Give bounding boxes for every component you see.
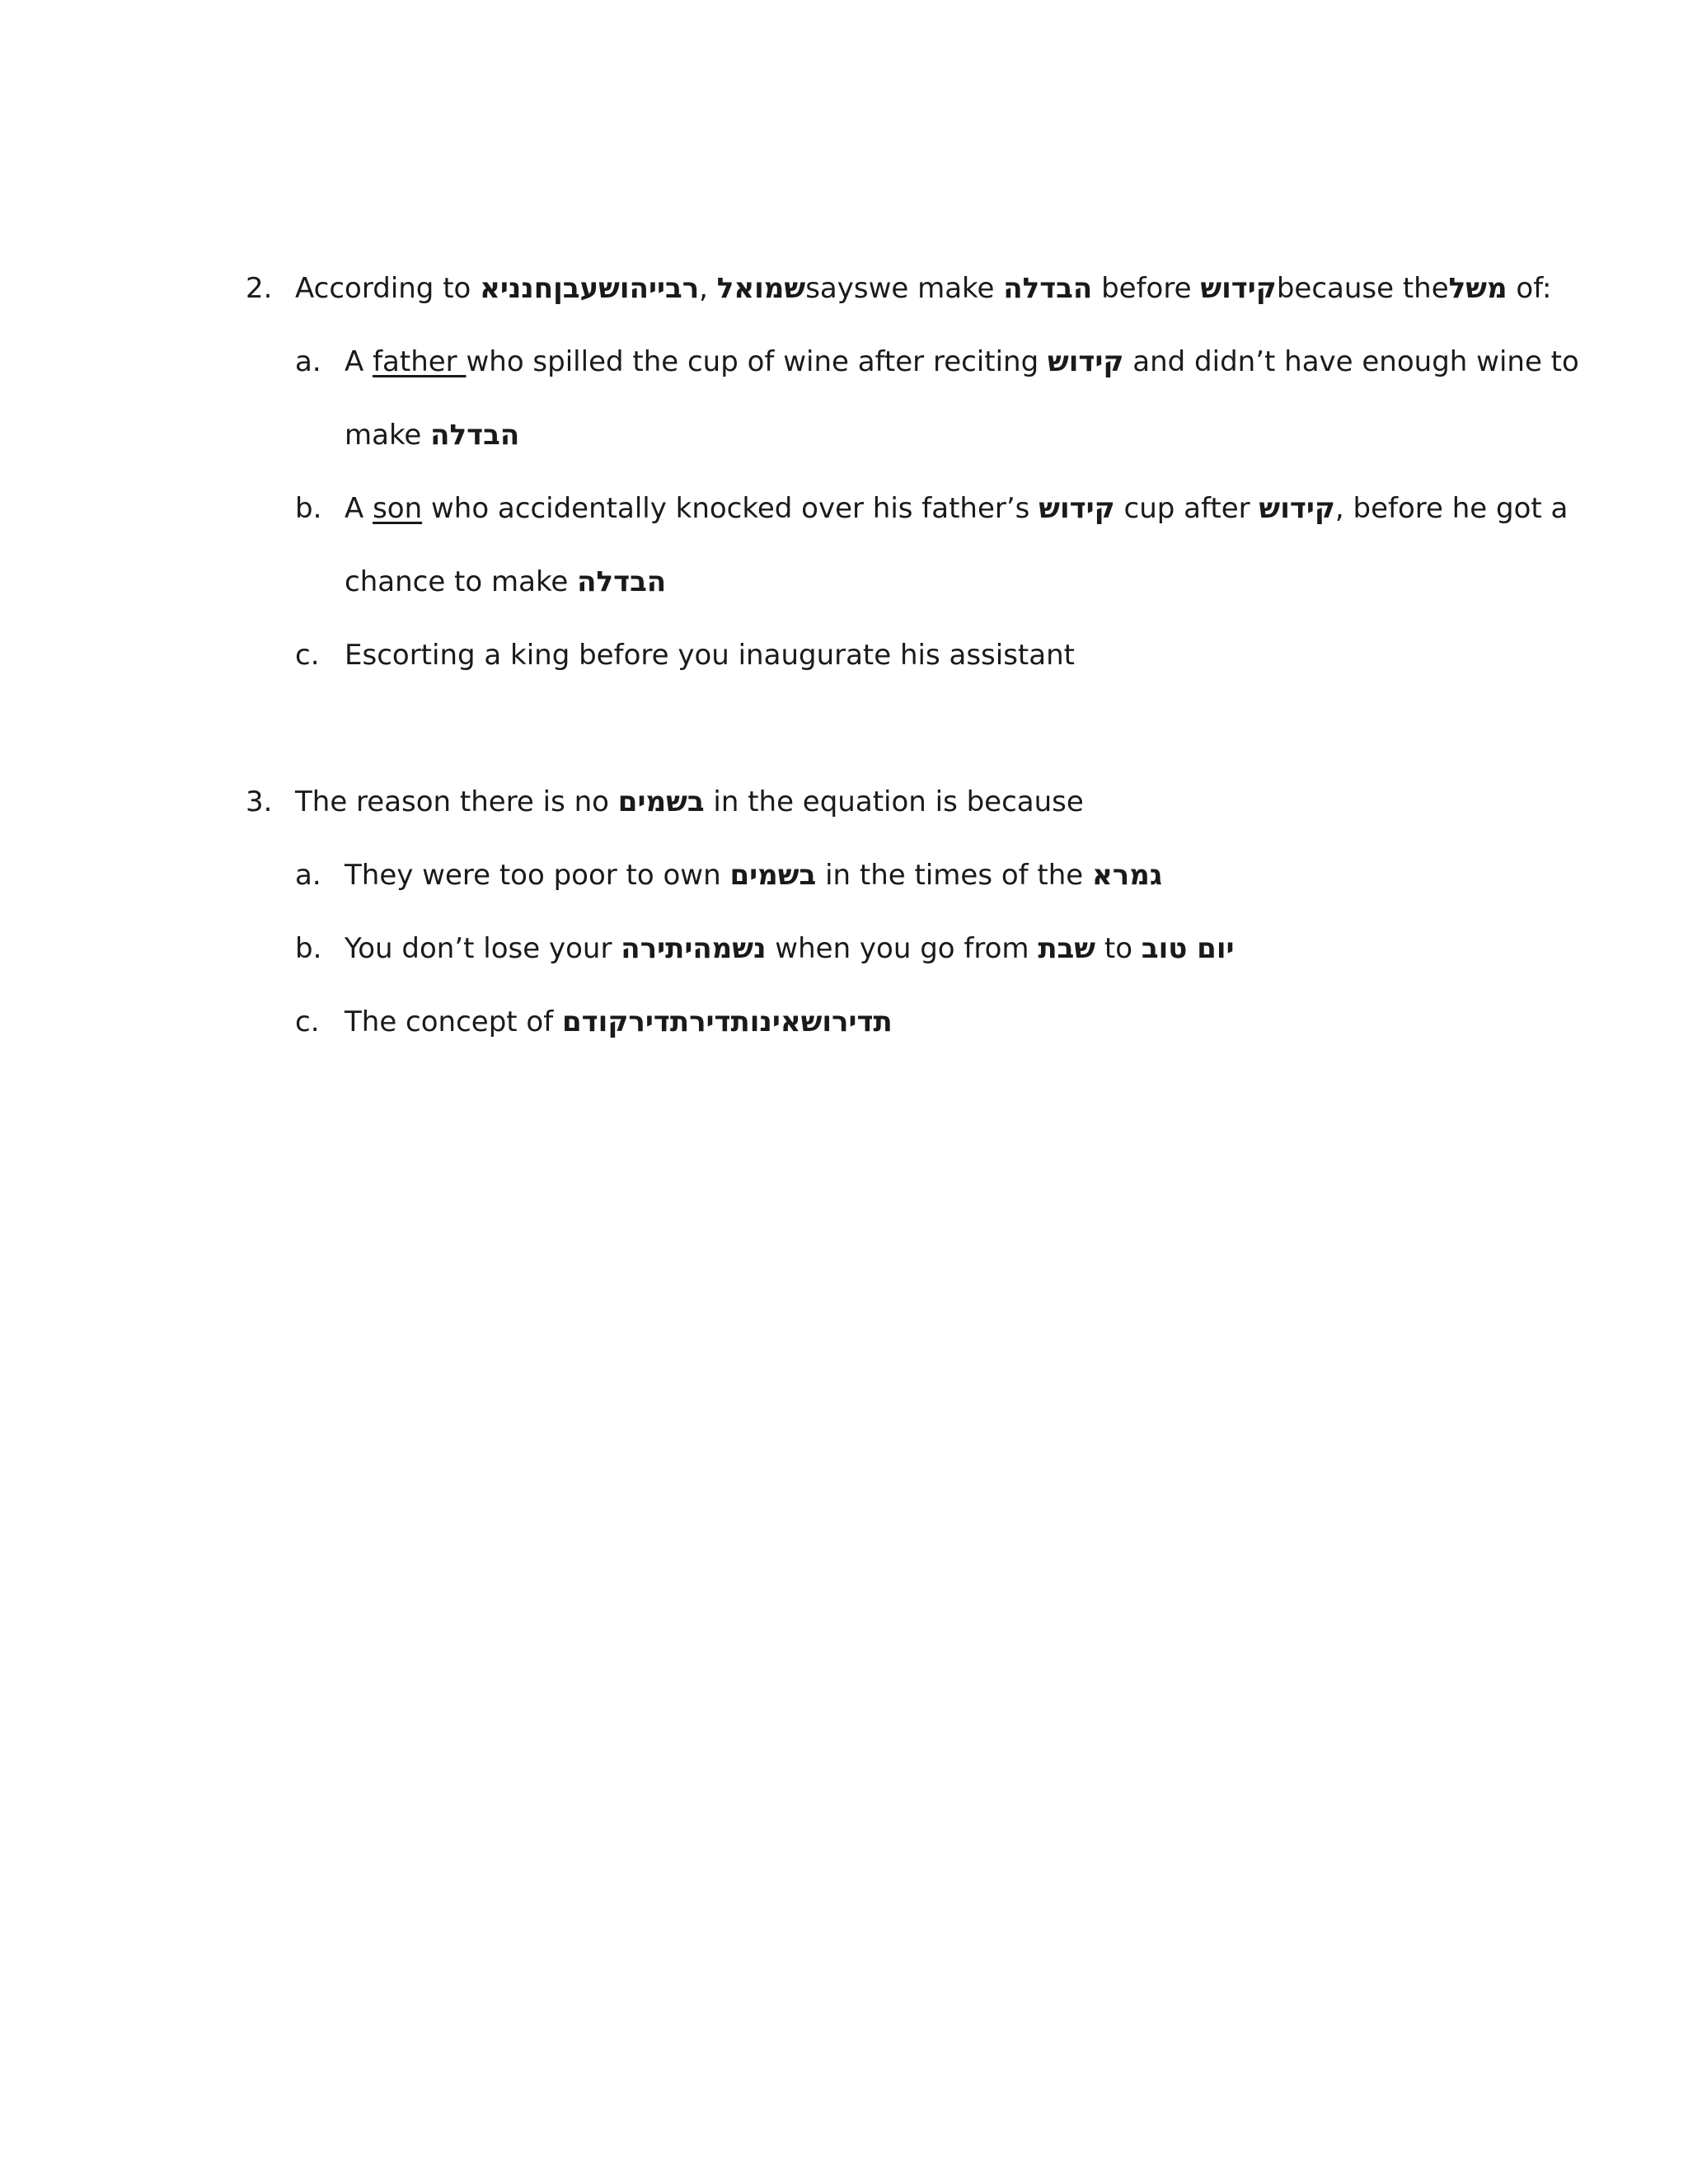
option-text: A son who accidentally knocked over his father’s קידוש cup after קידוש, before he got a [345,492,1568,525]
option-letter: b. [295,492,322,525]
option-text: chance to make הבדלה [345,565,667,598]
question-number: 3. [246,785,273,818]
option-letter: c. [295,639,320,672]
question-text: The reason there is no בשמים in the equation is because [295,785,1084,818]
option-text: Escorting a king before you inaugurate his assistant [345,639,1075,672]
option-text: You don’t lose your נשמהיתירה when you go from שבת to יום טוב [345,932,1235,965]
option-letter: b. [295,932,322,965]
option-text: A father who spilled the cup of wine after reciting קידוש and didn’t have enough wine to [345,345,1579,378]
option-letter: c. [295,1005,320,1038]
question-number: 2. [246,272,273,305]
option-letter: a. [295,859,321,892]
option-text: They were too poor to own בשמים in the times of the גמרא [345,859,1163,892]
option-text: The concept of תדירושאינותדירתדירקודם [345,1005,893,1038]
option-text: make הבדלה [345,419,520,452]
question-text: According to רבייהושעבןחנניא, שמואלsayswe make הבדלה before קידושbecause theמשל of: [295,272,1552,305]
option-letter: a. [295,345,321,378]
